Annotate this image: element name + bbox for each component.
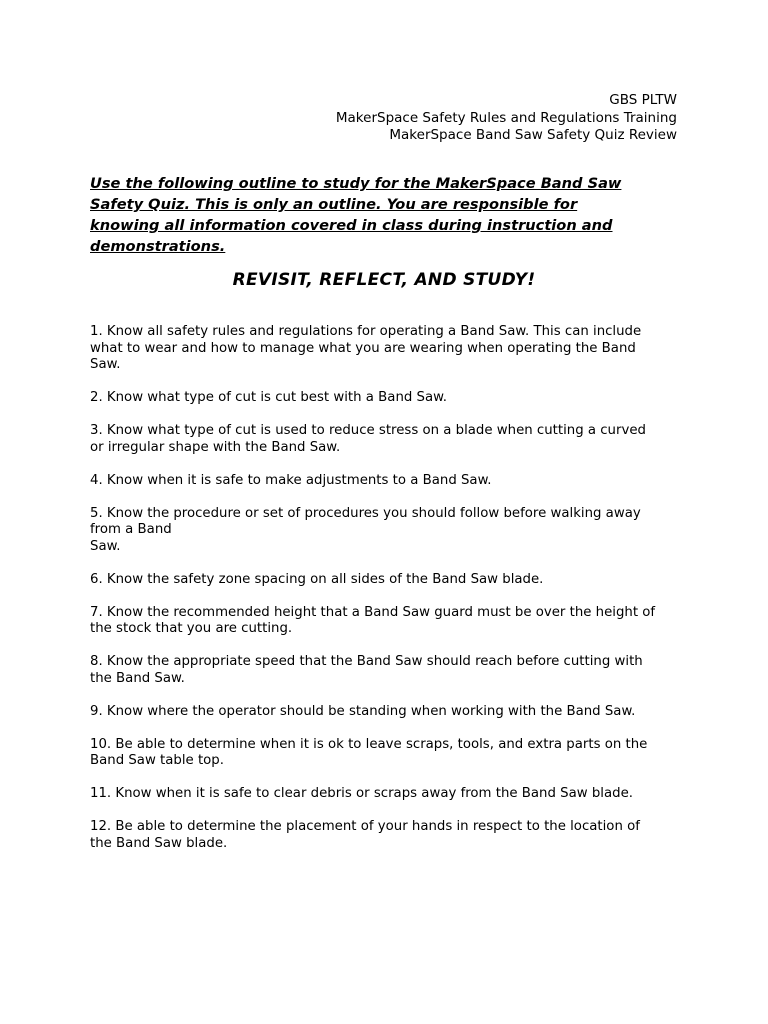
outline-item	[90, 572, 690, 589]
outline-item	[90, 786, 690, 803]
outline-item	[90, 324, 690, 374]
outline-item	[90, 390, 690, 407]
outline-item-line: 9. Know where the operator should be standing when working with the Band Saw.	[90, 703, 636, 719]
intro-line: knowing all information covered in class during instruction and	[90, 217, 613, 234]
outline-item-line: 6. Know the safety zone spacing on all sides of the Band Saw blade.	[90, 571, 544, 587]
outline-item-line: 11. Know when it is safe to clear debris or scraps away from the Band Saw blade.	[90, 786, 633, 801]
outline-item-line: what to wear and how to manage what you are wearing when operating the Band	[90, 340, 636, 356]
outline-item-line: 1. Know all safety rules and regulations for operating a Band Saw. This can include	[90, 324, 642, 339]
outline-item-line: 3. Know what type of cut is used to reduce stress on a blade when cutting a curved	[90, 423, 646, 438]
outline-item-line: 2. Know what type of cut is cut best with a Band Saw.	[90, 390, 448, 405]
study-outline-list	[90, 324, 690, 852]
outline-item-line: Saw.	[90, 538, 121, 554]
outline-item	[90, 605, 690, 638]
outline-item-line: 10. Be able to determine when it is ok to leave scraps, tools, and extra parts on the	[90, 736, 648, 752]
outline-item-line: the stock that you are cutting.	[90, 621, 293, 636]
intro-instructions	[90, 173, 650, 257]
outline-item-line: 8. Know the appropriate speed that the Band Saw should reach before cutting with	[90, 654, 643, 669]
outline-item-line: Band Saw table top.	[90, 753, 224, 768]
outline-item-line: 7. Know the recommended height that a Band Saw guard must be over the height of	[90, 604, 656, 620]
outline-item	[90, 654, 690, 687]
outline-item	[90, 737, 690, 770]
outline-item	[90, 704, 690, 721]
outline-item	[90, 423, 690, 456]
intro-line: Safety Quiz. This is only an outline. You are responsible for	[90, 196, 578, 213]
intro-line: demonstrations.	[90, 238, 226, 255]
header-school: GBS PLTW	[609, 92, 677, 108]
study-banner: REVISIT, REFLECT, AND STUDY!	[232, 270, 536, 290]
header-quiz-title: MakerSpace Band Saw Safety Quiz Review	[389, 127, 677, 143]
outline-item-line: 12. Be able to determine the placement of your hands in respect to the location of	[90, 819, 640, 834]
outline-item-line: 4. Know when it is safe to make adjustments to a Band Saw.	[90, 472, 492, 488]
outline-item-line: from a Band	[90, 522, 172, 537]
outline-item	[90, 473, 690, 490]
outline-item-line: or irregular shape with the Band Saw.	[90, 439, 341, 455]
outline-item	[90, 506, 690, 556]
document-header	[336, 92, 677, 145]
outline-item	[90, 819, 690, 852]
outline-item-line: 5. Know the procedure or set of procedures you should follow before walking away	[90, 505, 641, 521]
outline-item-line: the Band Saw.	[90, 670, 185, 686]
intro-line: Use the following outline to study for the MakerSpace Band Saw	[90, 175, 622, 192]
outline-item-line: Saw.	[90, 357, 121, 372]
outline-item-line: the Band Saw blade.	[90, 835, 228, 851]
header-training-title: MakerSpace Safety Rules and Regulations Training	[335, 109, 677, 126]
